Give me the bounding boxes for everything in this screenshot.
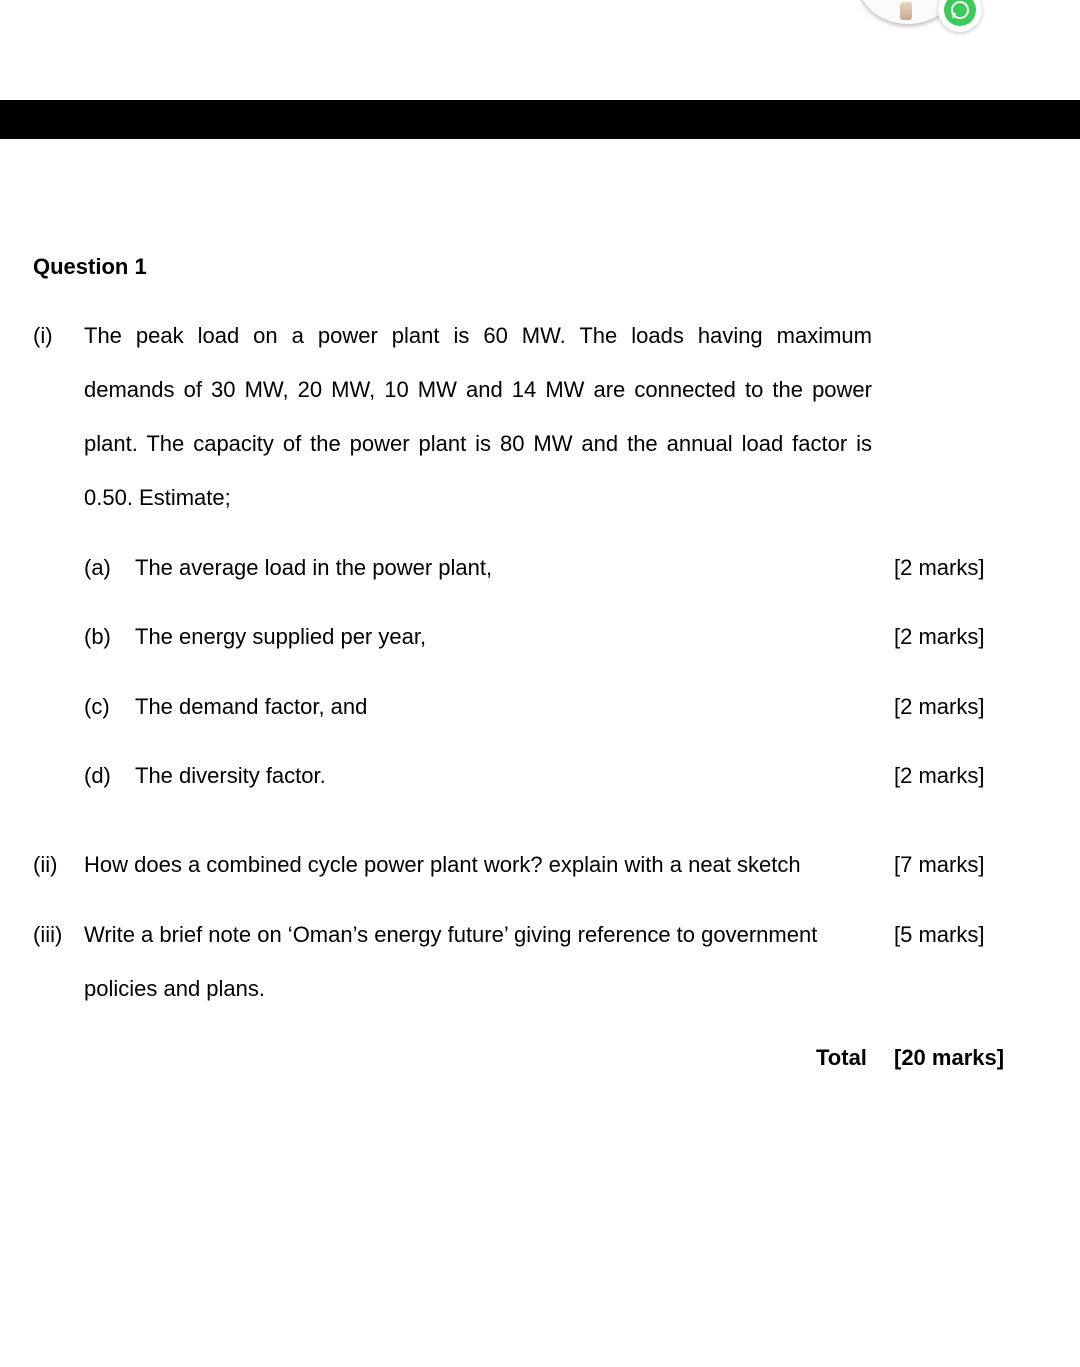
part-iii-marks: [5 marks] [894,922,985,947]
part-i-line-2: demands of 30 MW, 20 MW, 10 MW and 14 MW are connected to the power [84,377,872,402]
redaction-bar [0,100,1080,139]
subpart-b-text: The energy supplied per year, [135,624,427,649]
subpart-d-marks: [2 marks] [894,763,985,788]
part-ii-text: How does a combined cycle power plant work? explain with a neat sketch [84,852,801,877]
part-i-label: (i) [33,323,53,348]
total-label: Total [816,1045,867,1070]
subpart-b-label: (b) [84,624,111,649]
subpart-c-label: (c) [84,694,110,719]
question-title: Question 1 [33,254,147,279]
part-i-line-4: 0.50. Estimate; [84,485,231,510]
part-i-line-3: plant. The capacity of the power plant is 80 MW and the annual load factor is [84,431,872,456]
subpart-a-text: The average load in the power plant, [135,555,493,580]
chat-head-widget[interactable] [858,0,988,28]
part-iii-line-2: policies and plans. [84,976,266,1001]
part-ii-marks: [7 marks] [894,852,985,877]
total-marks: [20 marks] [894,1045,1005,1070]
part-ii-label: (ii) [33,852,58,877]
whatsapp-icon-fill [944,0,976,26]
avatar-figure [900,2,912,20]
subpart-b-marks: [2 marks] [894,624,985,649]
subpart-c-text: The demand factor, and [135,694,368,719]
subpart-a-marks: [2 marks] [894,555,985,580]
part-iii-line-1: Write a brief note on ‘Oman’s energy future’ giving reference to government [84,922,818,947]
part-iii-label: (iii) [33,922,63,947]
part-i-line-1: The peak load on a power plant is 60 MW. The loads having maximum [84,323,872,348]
subpart-d-text: The diversity factor. [135,763,326,788]
whatsapp-icon[interactable] [938,0,982,32]
subpart-d-label: (d) [84,763,111,788]
subpart-a-label: (a) [84,555,111,580]
subpart-c-marks: [2 marks] [894,694,985,719]
